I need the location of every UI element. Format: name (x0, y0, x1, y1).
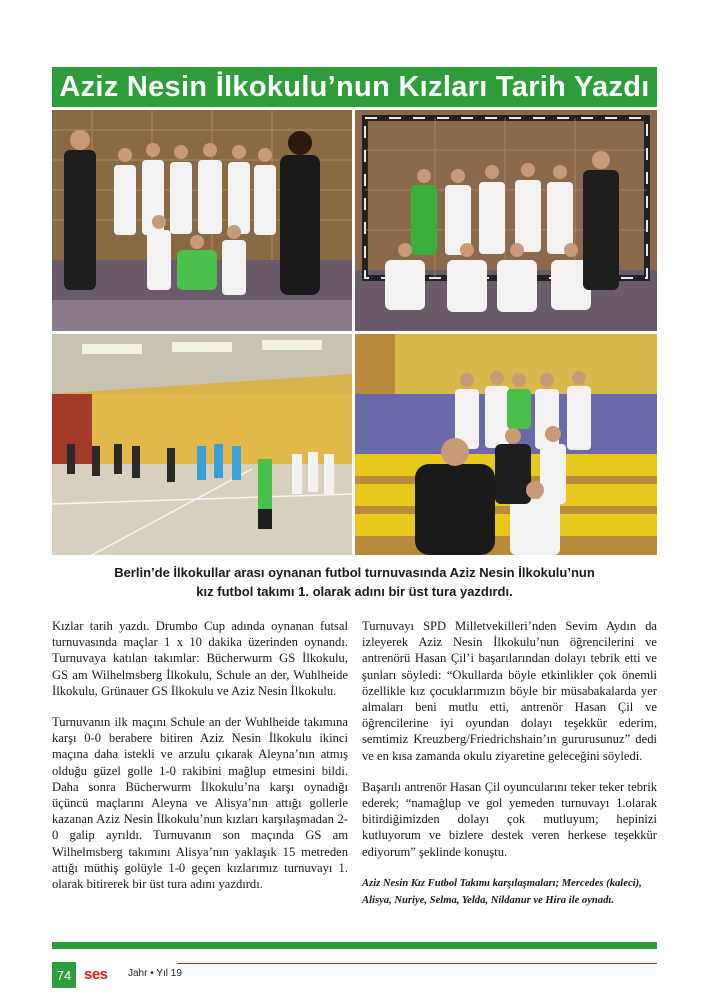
bleachers-team-photo (355, 334, 657, 555)
sports-hall-photo (52, 334, 352, 555)
ses-logo: ses (84, 966, 108, 983)
divider-bar (52, 942, 657, 949)
page-number: 74 (52, 962, 76, 988)
paragraph: Turnuvayı SPD Milletvekilleri’nden Sevim Aydın da izleyerek Aziz Nesin İlkokulu’nun öğrencilerini ve antrenörü Hasan Çil’i başarılarından dolayı tebrik etti ve şunları söyledi: “Okullarda böyle etkinlikler çok önemli özellikle kız çocuklarımızın böyle bir müsabakalarda yer almaları beni mutlu etti, antrenör Hasan Çil ve öğrencilerine iyi oyundan dolayı teşekkür ederim, semtimiz Kreuzberg/Friedrichshain’ın gururusunuz” dedi ve en kısa zamanda okulu ziyaretine geleceğini söyledi. (362, 619, 657, 763)
issue-label: Jahr • Yıl 19 (128, 968, 182, 979)
photo-caption (52, 563, 657, 601)
footer-divider (177, 963, 657, 964)
article-title: Aziz Nesin İlkokulu’nun Kızları Tarih Yazdı (59, 70, 650, 103)
article-column-right (362, 618, 657, 909)
paragraph: Başarılı antrenör Hasan Çil oyuncularını teker teker tebrik ederek; “namağlup ve gol yemeden turnuvayı 1.olarak bitirdiğimizden dolayı çok mutluyum; hepinizi kutluyorum ve bizlere destek veren herkese teşekkür ediyorum” şeklinde konuştu. (362, 779, 657, 859)
team-photo-group-coach (52, 110, 352, 331)
article-column-left (52, 618, 348, 907)
page-footer (52, 962, 657, 988)
team-photo-goal (355, 110, 657, 331)
caption-line-1: Berlin’de İlkokullar arası oynanan futbol turnuvasında Aziz Nesin İlkokulu’nun (114, 565, 595, 580)
team-lineup-note: Aziz Nesin Kız Futbol Takımı karşılaşmaları; Mercedes (kaleci), Alisya, Nuriye, Selma, Yelda, Nildanur ve Hira ile oynadı. (362, 877, 642, 906)
paragraph: Turnuvanın ilk maçını Schule an der Wuhlheide takımına karşı 0-0 berabere bitiren Aziz Nesin İlkokulu ikinci maçına daha istekli ve arzulu çıkarak Aleyna’nın atmış olduğu güzel golle 1-0 rakibini mağlup etmesini bildi. Daha sonra Bücherwurm İlkokulu’na karşı oynadığı üçüncü maçlarını Aleyna ve Alisya’nın attığı gollerle kazanan Aziz Nesin İlkokulu’nun kızları karşılaşmadan 2-0 galip ayrıldı. Turnuvanın son maçında GS am Wilhelmsberg takımını Alisya’nın yaklaşık 15 metreden attığı müthiş golüyle 1-0 geçen kızlarımız turnuvayı 1. olarak bitirerek bir üst tura adını yazdırdı. (52, 715, 348, 892)
paragraph: Kızlar tarih yazdı. Drumbo Cup adında oynanan futsal turnuvasında maçlar 1 x 10 dakika üzerinden oynandı. Turnuvaya katılan takımlar: Bücherwurm GS İlkokulu, GS am Wilhelmsberg İlkokulu, Schule an der, Wuhlheide İlkokulu, Grünauer GS İlkokulu ve Aziz Nesin İlkokulu. (52, 619, 348, 698)
caption-line-2: kız futbol takımı 1. olarak adını bir üst tura yazdırdı. (196, 584, 513, 599)
title-banner (52, 67, 657, 107)
